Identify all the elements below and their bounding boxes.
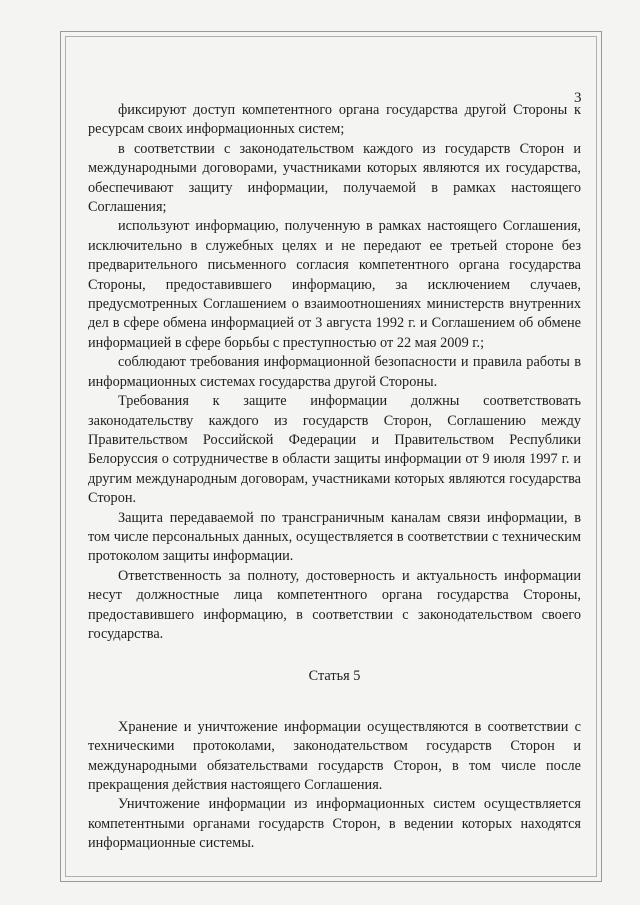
paragraph: фиксируют доступ компетентного органа государства другой Стороны к ресурсам своих информационных систем; — [88, 102, 581, 138]
paragraph: Защита передаваемой по трансграничным каналам связи информации, в том числе персональных данных, осуществляется в соответствии с техническим протоколом защиты информации. — [88, 509, 581, 565]
paragraph: Хранение и уничтожение информации осуществляются в соответствии с техническими протоколами, законодательством государств Сторон и международными обязательствами государств Сторон, в том числе после прекращения действия настоящего Соглашения. — [88, 718, 581, 793]
article-heading: Статья 5 — [308, 668, 361, 685]
paragraph: Требования к защите информации должны соответствовать законодательству каждого из государств Сторон, Соглашению между Правительством Российской Федерации и Правительством Республики Белоруссия о сотрудничестве в области защиты информации от 9 июля 1997 г. и другим международным договорам, участниками которых являются государства Сторон. — [88, 393, 581, 507]
page-number: 3 — [574, 90, 582, 106]
paragraph: Уничтожение информации из информационных систем осуществляется компетентными органами государств Сторон, в ведении которых находятся информационные системы. — [88, 796, 581, 852]
document-body — [88, 101, 581, 854]
paragraph: соблюдают требования информационной безопасности и правила работы в информационных системах государства другой Стороны. — [88, 354, 581, 390]
paragraph: Ответственность за полноту, достоверность и актуальность информации несут должностные лица компетентного органа государства Стороны, предоставившего информацию, в соответствии с законодательством своего государства. — [88, 567, 581, 642]
paragraph: используют информацию, полученную в рамках настоящего Соглашения, исключительно в служебных целях и не передают ее третьей стороне без предварительного письменного согласия компетентного органа государства Стороны, предоставившего информацию, за исключением случаев, предусмотренных Соглашением о взаимоотношениях министерств внутренних дел в сфере обмена информацией от 3 августа 1992 г. и Соглашением об обмене информацией в сфере борьбы с преступностью от 22 мая 2009 г.; — [88, 218, 581, 351]
paragraph: в соответствии с законодательством каждого из государств Сторон и международными договорами, участниками которых являются их государства, обеспечивают защиту информации, получаемой в рамках настоящего Соглашения; — [88, 140, 581, 216]
